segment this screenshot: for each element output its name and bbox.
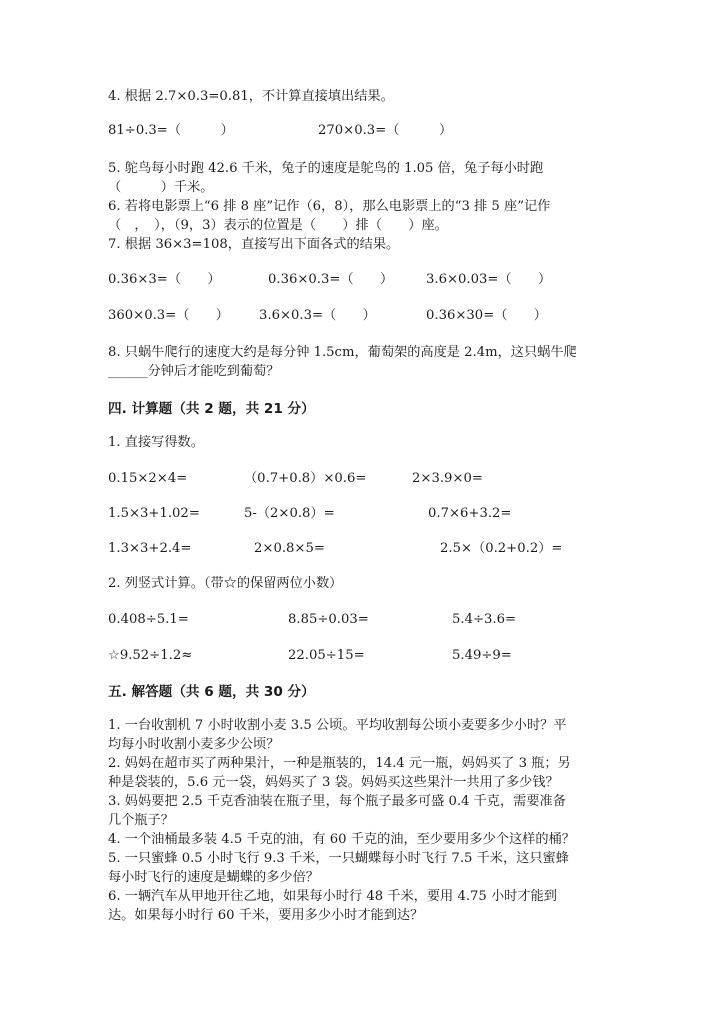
s4-row5-item-2: 22.05÷15= — [288, 648, 365, 663]
question-5-line-2: （ ）千米。 — [108, 180, 214, 195]
section-4-title: 四. 计算题（共 2 题，共 21 分） — [108, 401, 315, 417]
s5-line: 每小时飞行的速度是蝴蝶的多少倍？ — [108, 870, 319, 885]
q4-item-2: 270×0.3=（ ） — [318, 123, 453, 138]
s4-row1-item-2: （0.7+0.8）×0.6= — [244, 471, 367, 486]
s5-line: 几个瓶子？ — [108, 813, 174, 828]
question-6-line-1: 6. 若将电影票上“6 排 8 座”记作（6，8），那么电影票上的“3 排 5 座”记作 — [108, 199, 551, 214]
s4-row4-item-1: 0.408÷5.1= — [108, 612, 189, 627]
s4-row5-item-3: 5.49÷9= — [452, 648, 512, 663]
s4-row1-item-1: 0.15×2×4= — [108, 471, 188, 486]
s5-line: 达。如果每小时行 60 千米，要用多少小时才能到达？ — [108, 908, 424, 923]
s4-row4-item-3: 5.4÷3.6= — [452, 612, 517, 627]
question-7: 7. 根据 36×3=108，直接写出下面各式的结果。 — [108, 237, 400, 252]
q7-row1-item-3: 3.6×0.03=（ ） — [426, 272, 552, 287]
s5-line: 6. 一辆汽车从甲地开往乙地，如果每小时行 48 千米，要用 4.75 小时才能到 — [108, 889, 557, 904]
q7-row1-item-2: 0.36×0.3=（ ） — [268, 272, 394, 287]
s4-question-2: 2. 列竖式计算。（带☆的保留两位小数） — [108, 576, 343, 591]
s5-line: 5. 一只蜜蜂 0.5 小时飞行 9.3 千米，一只蝴蝶每小时飞行 7.5 千米，这只蜜蜂 — [108, 851, 569, 866]
question-4: 4. 根据 2.7×0.3=0.81，不计算直接填出结果。 — [108, 89, 394, 104]
s4-row2-item-1: 1.5×3+1.02= — [108, 506, 200, 521]
s4-row3-item-1: 1.3×3+2.4= — [108, 541, 192, 556]
s5-line: 4. 一个油桶最多装 4.5 千克的油，有 60 千克的油，至少要用多少个这样的桶？ — [108, 832, 575, 847]
s4-question-1: 1. 直接写得数。 — [108, 435, 204, 450]
q7-row2-item-1: 360×0.3=（ ） — [108, 308, 229, 323]
s4-row4-item-2: 8.85÷0.03= — [288, 612, 369, 627]
s5-line: 种是袋装的，5.6 元一袋，妈妈买了 3 袋。妈妈买这些果汁一共用了多少钱？ — [108, 775, 559, 790]
question-8-line-2: ______分钟后才能吃到葡萄？ — [108, 364, 280, 379]
s5-line: 均每小时收割小麦多少公顷？ — [108, 737, 280, 752]
s5-line: 1. 一台收割机 7 小时收割小麦 3.5 公顷。平均收割每公顷小麦要多少小时？平 — [108, 718, 567, 733]
q7-row2-item-2: 3.6×0.3=（ ） — [259, 308, 376, 323]
s4-row5-item-1: ☆9.52÷1.2≈ — [108, 648, 193, 663]
section-5-title: 五. 解答题（共 6 题，共 30 分） — [108, 684, 315, 700]
q4-item-1: 81÷0.3=（ ） — [108, 123, 234, 138]
s5-line: 2. 妈妈在超市买了两种果汁，一种是瓶装的，14.4 元一瓶，妈妈买了 3 瓶；另 — [108, 756, 571, 771]
s5-line: 3. 妈妈要把 2.5 千克香油装在瓶子里，每个瓶子最多可盛 0.4 千克，需要准备 — [108, 794, 566, 809]
s4-row2-item-3: 0.7×6+3.2= — [428, 506, 512, 521]
question-8-line-1: 8. 只蜗牛爬行的速度大约是每分钟 1.5cm，葡萄架的高度是 2.4m，这只蜗牛爬 — [108, 345, 577, 360]
q7-row1-item-1: 0.36×3=（ ） — [108, 272, 221, 287]
q7-row2-item-3: 0.36×30=（ ） — [426, 308, 547, 323]
question-6-line-2: （ ， ），（9，3）表示的位置是（ ）排（ ）座。 — [108, 218, 448, 233]
s4-row3-item-3: 2.5×（0.2+0.2）= — [440, 541, 563, 556]
question-5-line-1: 5. 鸵鸟每小时跑 42.6 千米，兔子的速度是鸵鸟的 1.05 倍，兔子每小时跑 — [108, 161, 544, 176]
s4-row1-item-3: 2×3.9×0= — [412, 471, 483, 486]
s4-row2-item-2: 5-（2×0.8）= — [244, 506, 335, 521]
s4-row3-item-2: 2×0.8×5= — [254, 541, 325, 556]
